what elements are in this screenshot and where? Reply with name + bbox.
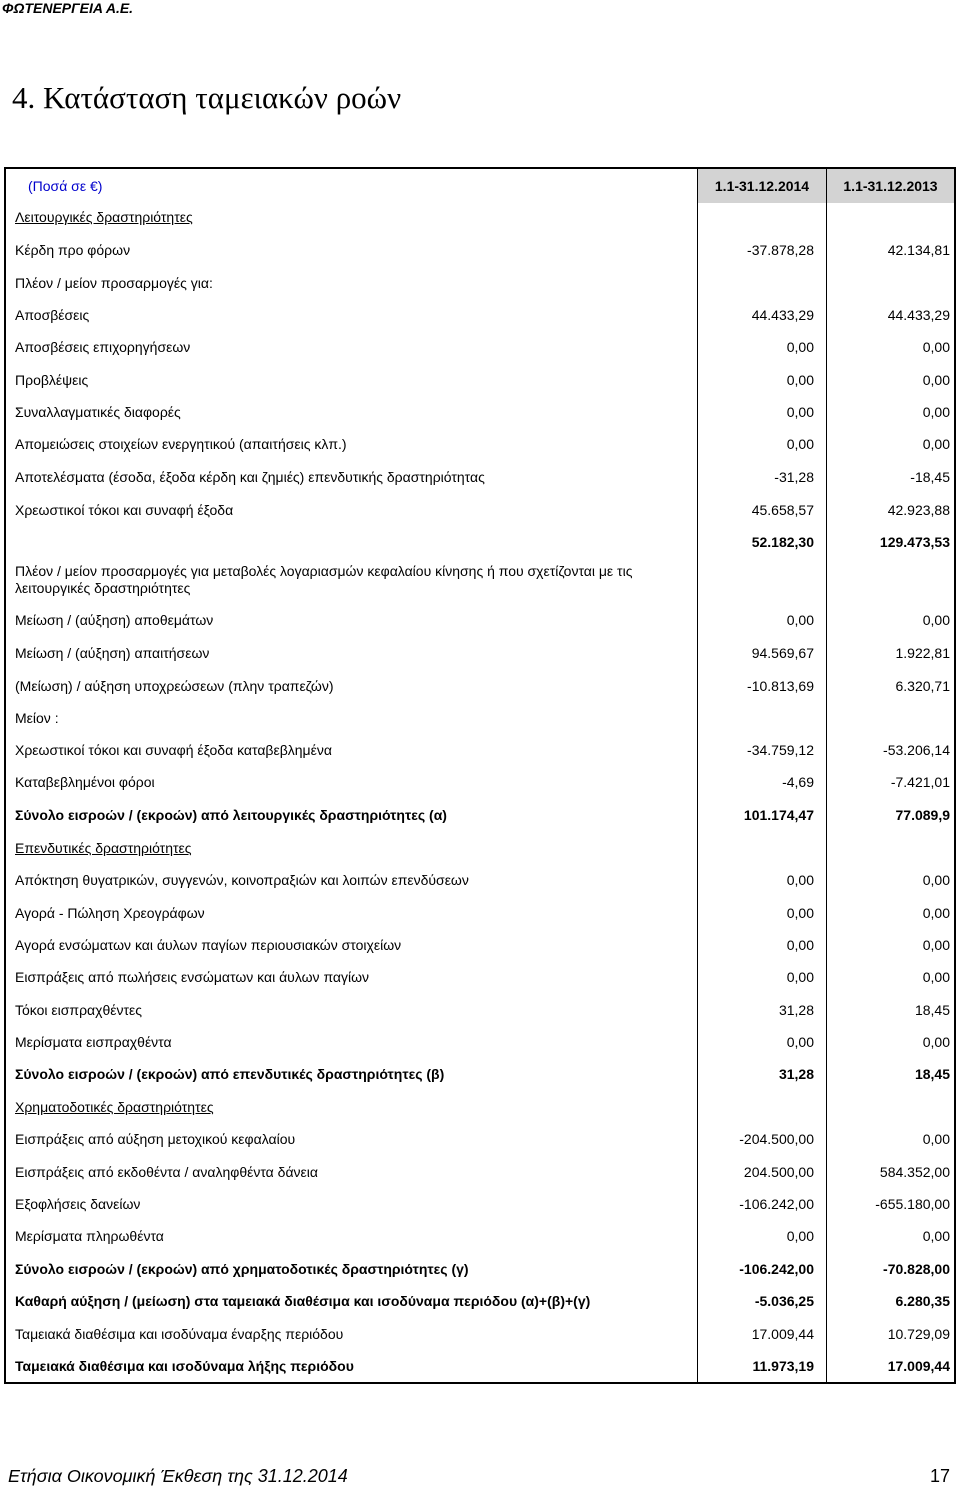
row-label: (Μείωση) / αύξηση υποχρεώσεων (πλην τραπεζών) (15, 678, 334, 694)
row-label: Πλέον / μείον προσαρμογές για: (15, 275, 213, 291)
value-2014: 17.009,44 (751, 1326, 814, 1342)
row-label: Λειτουργικές δραστηριότητες (15, 209, 193, 225)
value-2014: -4,69 (782, 774, 814, 790)
value-2013: 0,00 (922, 612, 950, 628)
row-label: Απόκτηση θυγατρικών, συγγενών, κοινοπραξιών και λοιπών επενδύσεων (15, 872, 469, 888)
row-label: Αποτελέσματα (έσοδα, έξοδα κέρδη και ζημιές) επενδυτικής δραστηριότητας (15, 469, 485, 485)
page-number: 17 (929, 1466, 950, 1486)
value-2014: -5.036,25 (754, 1293, 814, 1309)
row-label: Τόκοι εισπραχθέντες (15, 1002, 143, 1018)
value-2013: -70.828,00 (883, 1261, 950, 1277)
value-2014: -10.813,69 (747, 678, 814, 694)
value-2013: 0,00 (922, 372, 950, 388)
row-label: Εισπράξεις από αύξηση μετοχικού κεφαλαίου (15, 1131, 296, 1147)
row-label: Ταμειακά διαθέσιμα και ισοδύναμα έναρξης περιόδου (15, 1326, 344, 1342)
value-2013: 0,00 (922, 1228, 950, 1244)
row-label: Ταμειακά διαθέσιμα και ισοδύναμα λήξης περιόδου (15, 1358, 354, 1374)
value-2014: 0,00 (786, 1034, 814, 1050)
page-title: 4. Κατάσταση ταμειακών ροών (12, 80, 402, 115)
value-2014: 44.433,29 (751, 307, 814, 323)
row-label: Μείον : (15, 710, 59, 726)
row-label: Σύνολο εισροών / (εκροών) από επενδυτικές δραστηριότητες (β) (15, 1066, 445, 1082)
value-2014: -204.500,00 (739, 1131, 814, 1147)
value-2013: -7.421,01 (890, 774, 950, 790)
row-label: Μερίσματα πληρωθέντα (15, 1228, 164, 1244)
value-2013: 584.352,00 (879, 1164, 950, 1180)
value-2013: 10.729,09 (887, 1326, 950, 1342)
value-2013: 0,00 (922, 436, 950, 452)
value-2014: 0,00 (786, 937, 814, 953)
row-label: Χρηματοδοτικές δραστηριότητες (15, 1099, 214, 1115)
value-2014: -31,28 (774, 469, 814, 485)
value-2014: 101.174,47 (743, 807, 814, 823)
column-divider (826, 169, 827, 1382)
value-2013: 18,45 (914, 1066, 950, 1082)
value-2013: 0,00 (922, 404, 950, 420)
value-2013: 0,00 (922, 1034, 950, 1050)
value-2013: 129.473,53 (879, 534, 950, 550)
column-header-2014: 1.1-31.12.2014 (698, 169, 826, 203)
value-2013: 42.134,81 (887, 242, 950, 258)
value-2013: 6.280,35 (895, 1293, 950, 1309)
value-2013: -53.206,14 (883, 742, 950, 758)
value-2014: -106.242,00 (739, 1261, 814, 1277)
row-label: Καθαρή αύξηση / (μείωση) στα ταμειακά διαθέσιμα και ισοδύναμα περιόδου (α)+(β)+(γ) (15, 1293, 591, 1309)
row-label: Αποσβέσεις επιχορηγήσεων (15, 339, 191, 355)
value-2014: 94.569,67 (751, 645, 814, 661)
row-label: Καταβεβλημένοι φόροι (15, 774, 155, 790)
company-name: ΦΩΤΕΝΕΡΓΕΙΑ Α.Ε. (2, 0, 134, 16)
row-label: Αγορά - Πώληση Χρεογράφων (15, 905, 205, 921)
amounts-unit-label: (Ποσά σε €) (28, 178, 103, 194)
row-label: Αγορά ενσώματων και άυλων παγίων περιουσιακών στοιχείων (15, 937, 402, 953)
value-2014: 0,00 (786, 872, 814, 888)
value-2014: 31,28 (778, 1002, 814, 1018)
row-label: Μερίσματα εισπραχθέντα (15, 1034, 172, 1050)
value-2013: -18,45 (910, 469, 950, 485)
row-label: Μείωση / (αύξηση) αποθεμάτων (15, 612, 214, 628)
row-label: Συναλλαγματικές διαφορές (15, 404, 181, 420)
value-2014: -37.878,28 (747, 242, 814, 258)
row-label: Σύνολο εισροών / (εκροών) από λειτουργικές δραστηριότητες (α) (15, 807, 447, 823)
value-2014: 11.973,19 (752, 1358, 814, 1374)
row-label: Χρεωστικοί τόκοι και συναφή έξοδα καταβεβλημένα (15, 742, 332, 758)
value-2014: 0,00 (786, 436, 814, 452)
value-2014: 0,00 (786, 339, 814, 355)
row-label: Χρεωστικοί τόκοι και συναφή έξοδα (15, 502, 234, 518)
value-2013: 0,00 (922, 969, 950, 985)
value-2014: 0,00 (786, 612, 814, 628)
value-2013: -655.180,00 (875, 1196, 950, 1212)
value-2014: 31,28 (778, 1066, 814, 1082)
footer-report-name: Ετήσια Οικονομική Έκθεση της 31.12.2014 (8, 1466, 348, 1486)
value-2013: 0,00 (922, 339, 950, 355)
row-label: Εισπράξεις από πωλήσεις ενσώματων και άυλων παγίων (15, 969, 370, 985)
value-2014: 0,00 (786, 1228, 814, 1244)
value-2014: 0,00 (786, 905, 814, 921)
value-2013: 0,00 (922, 872, 950, 888)
row-label: Αποσβέσεις (15, 307, 90, 323)
value-2014: 204.500,00 (743, 1164, 814, 1180)
row-label: Εξοφλήσεις δανείων (15, 1196, 141, 1212)
value-2013: 0,00 (922, 1131, 950, 1147)
value-2014: 0,00 (786, 404, 814, 420)
value-2014: 52.182,30 (751, 534, 814, 550)
value-2013: 77.089,9 (895, 807, 950, 823)
column-header-2013: 1.1-31.12.2013 (827, 169, 954, 203)
row-label: Κέρδη προ φόρων (15, 242, 131, 258)
row-label: Πλέον / μείον προσαρμογές για μεταβολές λογαριασμών κεφαλαίου κίνησης ή που σχετίζονται με τις λειτουργικές δραστηριότητες (15, 563, 633, 596)
row-label: Σύνολο εισροών / (εκροών) από χρηματοδοτικές δραστηριότητες (γ) (15, 1261, 469, 1277)
value-2013: 18,45 (914, 1002, 950, 1018)
value-2013: 1.922,81 (895, 645, 950, 661)
value-2014: -34.759,12 (747, 742, 814, 758)
row-label: Επενδυτικές δραστηριότητες (15, 840, 192, 856)
row-label: Απομειώσεις στοιχείων ενεργητικού (απαιτήσεις κλπ.) (15, 436, 347, 452)
value-2013: 6.320,71 (895, 678, 950, 694)
value-2013: 0,00 (922, 937, 950, 953)
row-label: Προβλέψεις (15, 372, 89, 388)
row-label: Εισπράξεις από εκδοθέντα / αναληφθέντα δάνεια (15, 1164, 318, 1180)
value-2013: 0,00 (922, 905, 950, 921)
value-2013: 17.009,44 (887, 1358, 950, 1374)
value-2013: 44.433,29 (887, 307, 950, 323)
value-2014: 0,00 (786, 969, 814, 985)
value-2013: 42.923,88 (887, 502, 950, 518)
value-2014: -106.242,00 (739, 1196, 814, 1212)
row-label: Μείωση / (αύξηση) απαιτήσεων (15, 645, 210, 661)
cash-flow-table (4, 167, 956, 1384)
value-2014: 0,00 (786, 372, 814, 388)
value-2014: 45.658,57 (751, 502, 814, 518)
